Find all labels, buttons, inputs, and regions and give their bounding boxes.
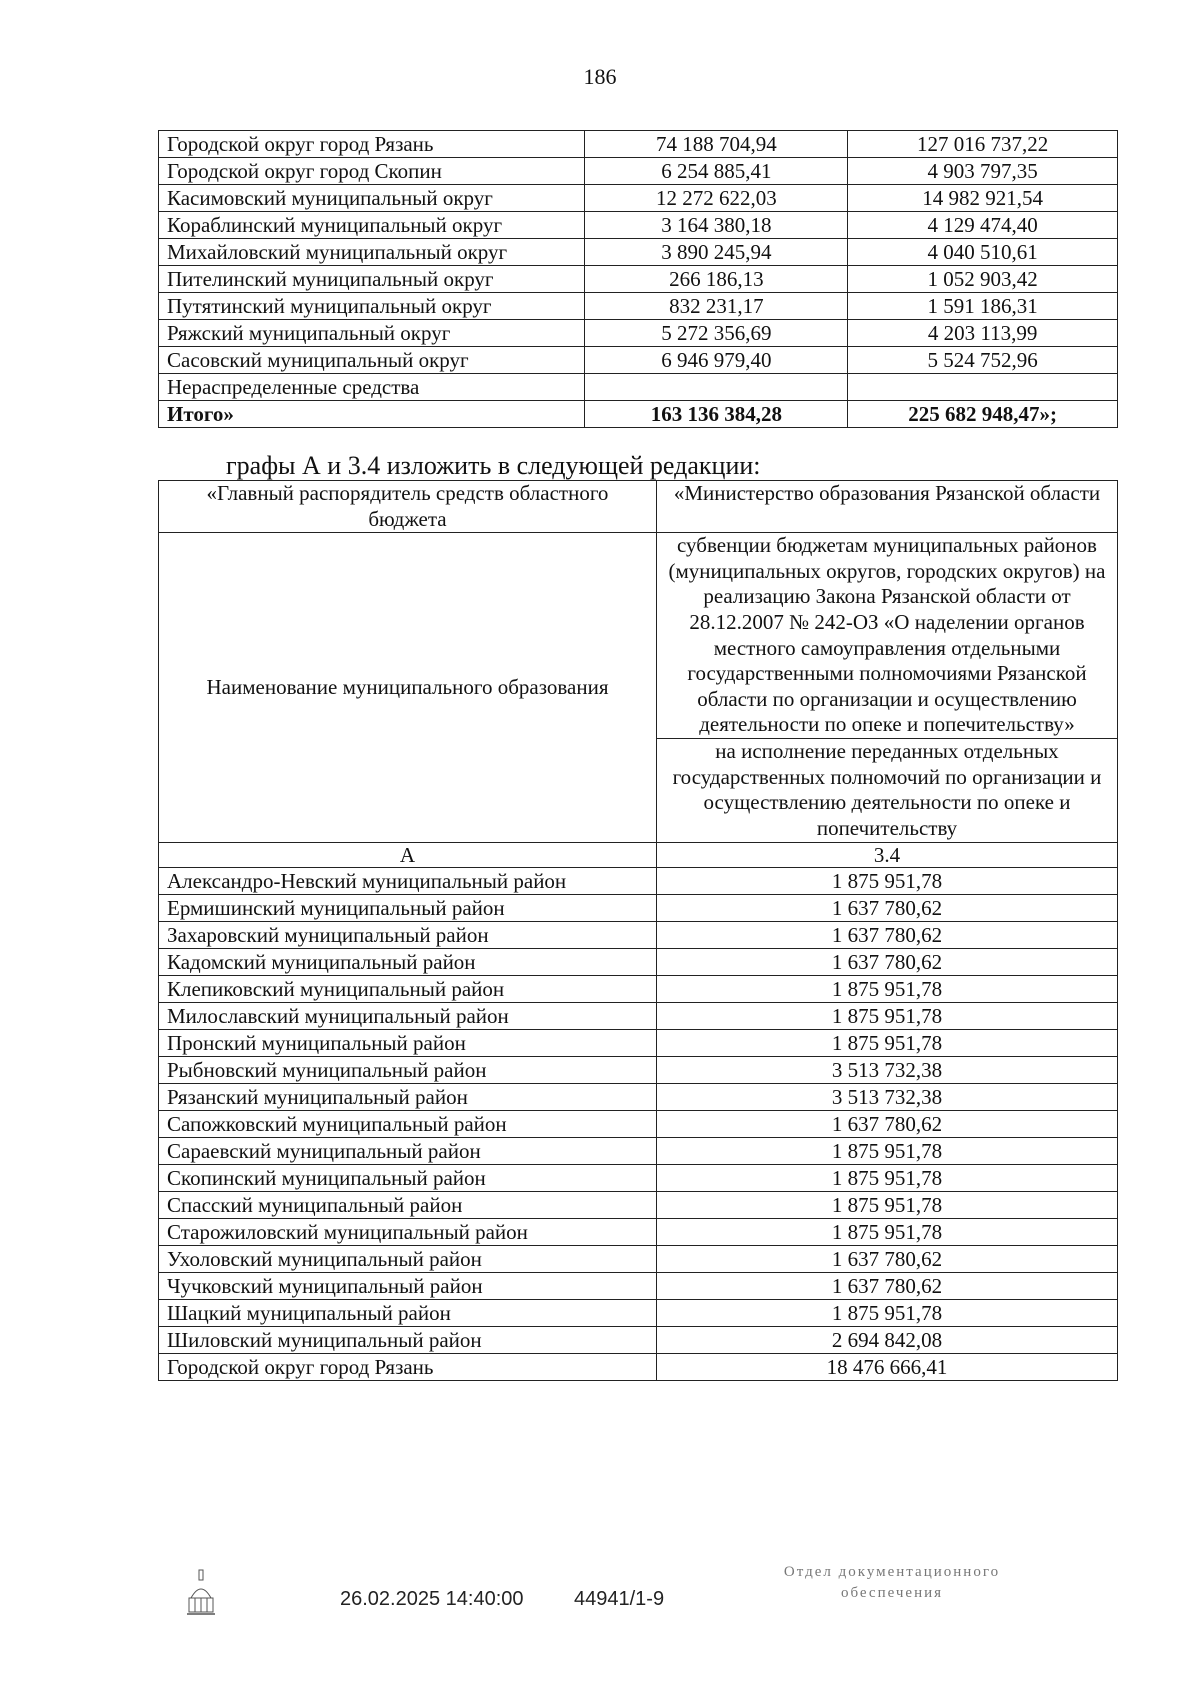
table-row bbox=[159, 1245, 1118, 1272]
value-col2: 127 016 737,22 bbox=[848, 131, 1118, 158]
page-number: 186 bbox=[583, 64, 617, 89]
district-name: Шиловский муниципальный район bbox=[159, 1326, 657, 1353]
subvention-value: 1 637 780,62 bbox=[656, 894, 1117, 921]
district-name: Скопинский муниципальный район bbox=[159, 1164, 657, 1191]
value-col1: 12 272 622,03 bbox=[585, 185, 848, 212]
table-row bbox=[159, 1002, 1118, 1029]
footer-doc-id: 44941/1-9 bbox=[574, 1588, 665, 1610]
district-name: Старожиловский муниципальный район bbox=[159, 1218, 657, 1245]
table-row bbox=[159, 1083, 1118, 1110]
table-row bbox=[159, 212, 1118, 239]
subvention-value: 1 637 780,62 bbox=[656, 1245, 1117, 1272]
subvention-value: 1 637 780,62 bbox=[656, 1272, 1117, 1299]
table-row bbox=[159, 374, 1118, 401]
table-row bbox=[159, 1272, 1118, 1299]
header-right: «Министерство образования Рязанской области bbox=[656, 481, 1117, 533]
footer-datetime: 26.02.2025 14:40:00 bbox=[340, 1588, 524, 1610]
subvention-value: 1 875 951,78 bbox=[656, 1299, 1117, 1326]
table-row bbox=[159, 158, 1118, 185]
subvention-value: 1 875 951,78 bbox=[656, 867, 1117, 894]
value-col2: 4 129 474,40 bbox=[848, 212, 1118, 239]
total-row bbox=[159, 401, 1118, 428]
district-name: Городской округ город Рязань bbox=[159, 131, 585, 158]
value-col2: 1 591 186,31 bbox=[848, 293, 1118, 320]
table-row bbox=[159, 347, 1118, 374]
table-row bbox=[159, 1056, 1118, 1083]
table-row bbox=[159, 975, 1118, 1002]
table-row bbox=[159, 131, 1118, 158]
value-col1: 74 188 704,94 bbox=[585, 131, 848, 158]
district-name: Михайловский муниципальный округ bbox=[159, 239, 585, 266]
col-b: 3.4 bbox=[656, 842, 1117, 867]
subvention-value: 18 476 666,41 bbox=[656, 1353, 1117, 1380]
header-row bbox=[159, 481, 1118, 533]
emblem-icon bbox=[186, 1568, 216, 1620]
subvention-value: 1 875 951,78 bbox=[656, 1029, 1117, 1056]
value-col2: 14 982 921,54 bbox=[848, 185, 1118, 212]
subvention-table bbox=[158, 480, 1118, 1381]
table-row bbox=[159, 1218, 1118, 1245]
table-row bbox=[159, 867, 1118, 894]
district-name: Кадомский муниципальный район bbox=[159, 948, 657, 975]
stamp-line-1: Отдел документационного bbox=[783, 1564, 1001, 1580]
district-name: Ухоловский муниципальный район bbox=[159, 1245, 657, 1272]
table-row bbox=[159, 948, 1118, 975]
district-name: Клепиковский муниципальный район bbox=[159, 975, 657, 1002]
value-col2: 4 203 113,99 bbox=[848, 320, 1118, 347]
district-name: Касимовский муниципальный округ bbox=[159, 185, 585, 212]
table-row bbox=[159, 266, 1118, 293]
value-col2: 225 682 948,47»; bbox=[848, 401, 1118, 428]
subvention-value: 1 875 951,78 bbox=[656, 1191, 1117, 1218]
district-name: Ряжский муниципальный округ bbox=[159, 320, 585, 347]
district-name: Рыбновский муниципальный район bbox=[159, 1056, 657, 1083]
description-row bbox=[159, 533, 1118, 739]
table-row bbox=[159, 239, 1118, 266]
district-name: Милославский муниципальный район bbox=[159, 1002, 657, 1029]
subvention-value: 1 637 780,62 bbox=[656, 1110, 1117, 1137]
district-name: Захаровский муниципальный район bbox=[159, 921, 657, 948]
subvention-text: субвенции бюджетам муниципальных районов (муниципальных округов, городских округов) на реализацию Закона Рязанской области от 28.12.2007 № 242-ОЗ «О наделении органов местного самоуправления отдельными государственными полномочиями Рязанской области по организации и осуществлению деятельности по опеке и попечительству» bbox=[656, 533, 1117, 739]
value-col1: 163 136 384,28 bbox=[585, 401, 848, 428]
subvention-value: 1 875 951,78 bbox=[656, 1137, 1117, 1164]
table-row bbox=[159, 1191, 1118, 1218]
subvention-value: 1 875 951,78 bbox=[656, 1218, 1117, 1245]
subvention-value: 1 637 780,62 bbox=[656, 921, 1117, 948]
district-name: Шацкий муниципальный район bbox=[159, 1299, 657, 1326]
header-left: «Главный распорядитель средств областного бюджета bbox=[159, 481, 657, 533]
stamp-line-2: обеспечения bbox=[840, 1585, 944, 1601]
district-name: Сапожковский муниципальный район bbox=[159, 1110, 657, 1137]
district-name: Сасовский муниципальный округ bbox=[159, 347, 585, 374]
table-row bbox=[159, 1299, 1118, 1326]
distribution-table bbox=[158, 130, 1118, 428]
district-name: Сараевский муниципальный район bbox=[159, 1137, 657, 1164]
value-col1: 5 272 356,69 bbox=[585, 320, 848, 347]
district-name: Городской округ город Скопин bbox=[159, 158, 585, 185]
subvention-value: 1 875 951,78 bbox=[656, 1164, 1117, 1191]
purpose-text: на исполнение переданных отдельных государственных полномочий по организации и осуществлению деятельности по опеке и попечительству bbox=[656, 739, 1117, 842]
table-row bbox=[159, 1137, 1118, 1164]
value-col2: 1 052 903,42 bbox=[848, 266, 1118, 293]
district-name: Ермишинский муниципальный район bbox=[159, 894, 657, 921]
value-col1: 832 231,17 bbox=[585, 293, 848, 320]
table-row bbox=[159, 1029, 1118, 1056]
district-name: Рязанский муниципальный район bbox=[159, 1083, 657, 1110]
table-row bbox=[159, 1164, 1118, 1191]
table-row bbox=[159, 1326, 1118, 1353]
district-name: Городской округ город Рязань bbox=[159, 1353, 657, 1380]
district-name: Пронский муниципальный район bbox=[159, 1029, 657, 1056]
column-index-row bbox=[159, 842, 1118, 867]
subvention-value: 1 637 780,62 bbox=[656, 948, 1117, 975]
table-row bbox=[159, 293, 1118, 320]
value-col1: 3 890 245,94 bbox=[585, 239, 848, 266]
value-col1: 6 946 979,40 bbox=[585, 347, 848, 374]
subvention-value: 2 694 842,08 bbox=[656, 1326, 1117, 1353]
value-col1: 266 186,13 bbox=[585, 266, 848, 293]
table-row bbox=[159, 894, 1118, 921]
district-name: Путятинский муниципальный округ bbox=[159, 293, 585, 320]
table-row bbox=[159, 320, 1118, 347]
value-col1: 6 254 885,41 bbox=[585, 158, 848, 185]
subvention-value: 3 513 732,38 bbox=[656, 1083, 1117, 1110]
district-name: Чучковский муниципальный район bbox=[159, 1272, 657, 1299]
subvention-value: 1 875 951,78 bbox=[656, 975, 1117, 1002]
value-col1: 3 164 380,18 bbox=[585, 212, 848, 239]
value-col2: 4 040 510,61 bbox=[848, 239, 1118, 266]
name-label: Наименование муниципального образования bbox=[159, 533, 657, 842]
value-col2: 5 524 752,96 bbox=[848, 347, 1118, 374]
department-stamp bbox=[752, 1562, 1032, 1604]
district-name: Кораблинский муниципальный округ bbox=[159, 212, 585, 239]
value-col2: 4 903 797,35 bbox=[848, 158, 1118, 185]
lead-text: графы А и 3.4 изложить в следующей редакции: bbox=[226, 451, 761, 480]
district-name: Спасский муниципальный район bbox=[159, 1191, 657, 1218]
col-a: А bbox=[159, 842, 657, 867]
district-name: Нераспределенные средства bbox=[159, 374, 585, 401]
district-name: Итого» bbox=[159, 401, 585, 428]
table-row bbox=[159, 921, 1118, 948]
value-col1 bbox=[585, 374, 848, 401]
subvention-value: 1 875 951,78 bbox=[656, 1002, 1117, 1029]
district-name: Александро-Невский муниципальный район bbox=[159, 867, 657, 894]
subvention-value: 3 513 732,38 bbox=[656, 1056, 1117, 1083]
district-name: Пителинский муниципальный округ bbox=[159, 266, 585, 293]
table-row bbox=[159, 1110, 1118, 1137]
value-col2 bbox=[848, 374, 1118, 401]
table-row bbox=[159, 185, 1118, 212]
table-row bbox=[159, 1353, 1118, 1380]
